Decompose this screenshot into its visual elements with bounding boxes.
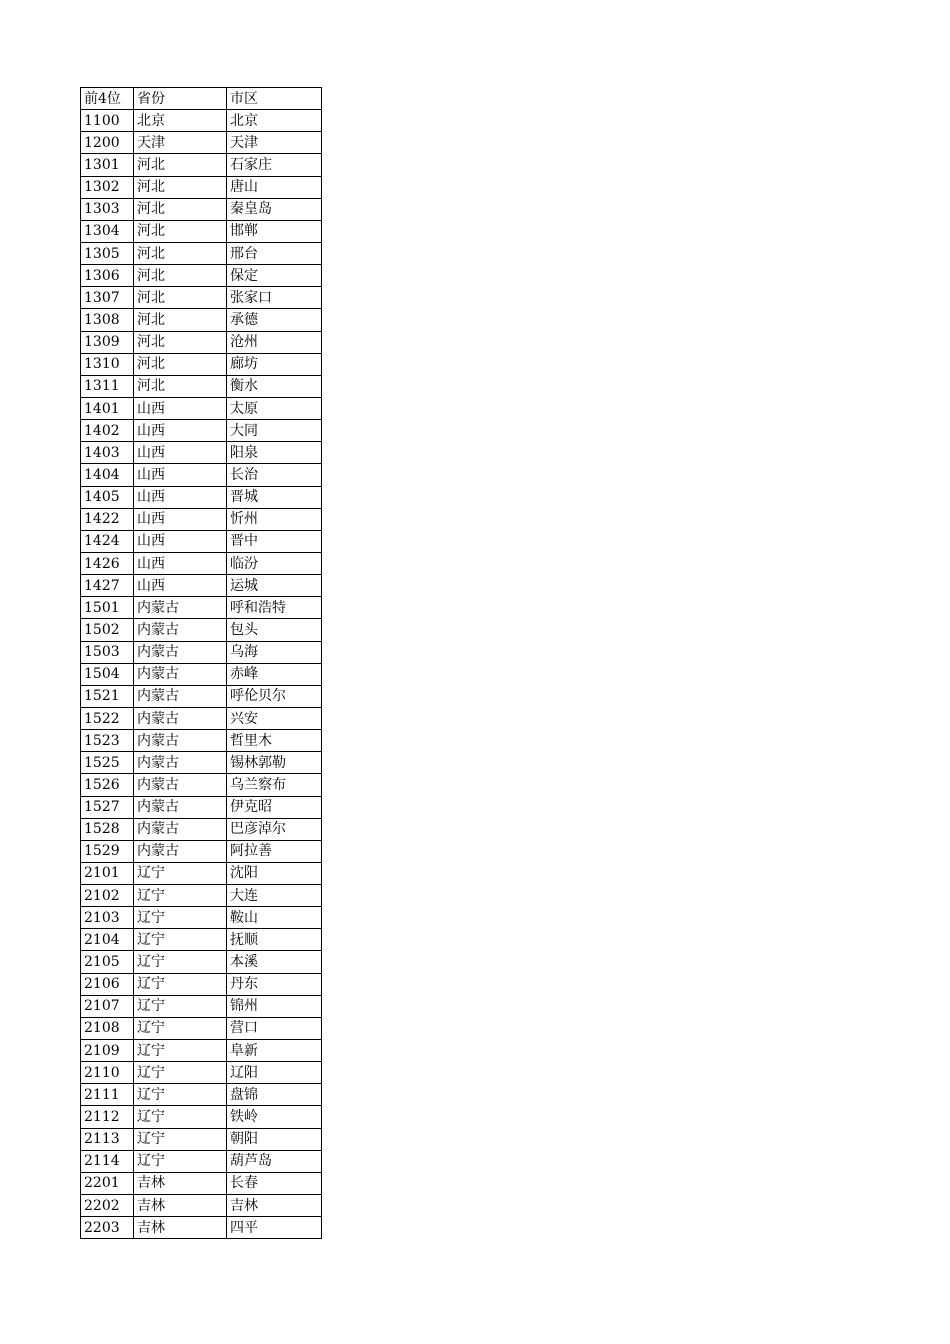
table-row (81, 1150, 322, 1172)
cell-prefix: 1304 (81, 220, 134, 242)
cell-province: 内蒙古 (134, 641, 227, 663)
cell-province: 内蒙古 (134, 840, 227, 862)
cell-province: 河北 (134, 154, 227, 176)
table-body (81, 88, 322, 1239)
table-row (81, 309, 322, 331)
table-row (81, 575, 322, 597)
cell-prefix: 1404 (81, 464, 134, 486)
cell-province: 辽宁 (134, 1106, 227, 1128)
cell-city: 呼和浩特 (227, 597, 322, 619)
table-row (81, 110, 322, 132)
cell-province: 山西 (134, 464, 227, 486)
cell-city: 邢台 (227, 242, 322, 264)
cell-city: 长治 (227, 464, 322, 486)
cell-city: 哲里木 (227, 730, 322, 752)
cell-province: 河北 (134, 220, 227, 242)
cell-city: 四平 (227, 1217, 322, 1239)
table-row (81, 220, 322, 242)
table-row (81, 929, 322, 951)
cell-city: 衡水 (227, 375, 322, 397)
table-row (81, 730, 322, 752)
table-row (81, 287, 322, 309)
table-row (81, 397, 322, 419)
cell-city: 丹东 (227, 973, 322, 995)
cell-province: 内蒙古 (134, 707, 227, 729)
header-row (81, 88, 322, 110)
cell-prefix: 2113 (81, 1128, 134, 1150)
table-row (81, 154, 322, 176)
cell-province: 吉林 (134, 1195, 227, 1217)
cell-prefix: 1307 (81, 287, 134, 309)
cell-prefix: 1521 (81, 685, 134, 707)
table-row (81, 1084, 322, 1106)
cell-prefix: 1310 (81, 353, 134, 375)
table-row (81, 840, 322, 862)
cell-province: 辽宁 (134, 951, 227, 973)
cell-prefix: 1424 (81, 530, 134, 552)
cell-city: 沧州 (227, 331, 322, 353)
cell-province: 河北 (134, 198, 227, 220)
cell-prefix: 2203 (81, 1217, 134, 1239)
cell-province: 河北 (134, 176, 227, 198)
table-row (81, 707, 322, 729)
cell-province: 辽宁 (134, 1150, 227, 1172)
cell-city: 乌兰察布 (227, 774, 322, 796)
header-city: 市区 (227, 88, 322, 110)
table-row (81, 641, 322, 663)
cell-province: 辽宁 (134, 1128, 227, 1150)
table-row (81, 685, 322, 707)
cell-city: 沈阳 (227, 862, 322, 884)
cell-province: 辽宁 (134, 907, 227, 929)
cell-province: 北京 (134, 110, 227, 132)
cell-prefix: 1100 (81, 110, 134, 132)
cell-prefix: 2101 (81, 862, 134, 884)
cell-province: 河北 (134, 309, 227, 331)
table-row (81, 818, 322, 840)
table-row (81, 862, 322, 884)
cell-prefix: 1527 (81, 796, 134, 818)
cell-prefix: 1200 (81, 132, 134, 154)
cell-province: 河北 (134, 287, 227, 309)
table-row (81, 331, 322, 353)
cell-city: 唐山 (227, 176, 322, 198)
cell-city: 阜新 (227, 1040, 322, 1062)
cell-prefix: 1427 (81, 575, 134, 597)
cell-province: 辽宁 (134, 885, 227, 907)
cell-city: 大连 (227, 885, 322, 907)
cell-prefix: 2105 (81, 951, 134, 973)
cell-city: 巴彦淖尔 (227, 818, 322, 840)
cell-city: 阳泉 (227, 442, 322, 464)
cell-city: 伊克昭 (227, 796, 322, 818)
table-row (81, 552, 322, 574)
cell-province: 内蒙古 (134, 752, 227, 774)
cell-city: 锡林郭勒 (227, 752, 322, 774)
cell-prefix: 2107 (81, 995, 134, 1017)
cell-province: 内蒙古 (134, 796, 227, 818)
table-row (81, 420, 322, 442)
cell-province: 辽宁 (134, 929, 227, 951)
cell-province: 吉林 (134, 1172, 227, 1194)
table-row (81, 486, 322, 508)
cell-province: 内蒙古 (134, 663, 227, 685)
cell-city: 秦皇岛 (227, 198, 322, 220)
cell-city: 锦州 (227, 995, 322, 1017)
table-row (81, 752, 322, 774)
cell-prefix: 1301 (81, 154, 134, 176)
cell-prefix: 1308 (81, 309, 134, 331)
table-row (81, 1040, 322, 1062)
table-row (81, 176, 322, 198)
cell-city: 鞍山 (227, 907, 322, 929)
cell-city: 辽阳 (227, 1062, 322, 1084)
cell-city: 吉林 (227, 1195, 322, 1217)
cell-prefix: 1525 (81, 752, 134, 774)
cell-province: 辽宁 (134, 973, 227, 995)
cell-prefix: 1309 (81, 331, 134, 353)
cell-prefix: 1526 (81, 774, 134, 796)
cell-prefix: 1302 (81, 176, 134, 198)
cell-prefix: 2112 (81, 1106, 134, 1128)
cell-province: 内蒙古 (134, 619, 227, 641)
cell-prefix: 1311 (81, 375, 134, 397)
cell-city: 葫芦岛 (227, 1150, 322, 1172)
cell-city: 乌海 (227, 641, 322, 663)
cell-city: 天津 (227, 132, 322, 154)
cell-prefix: 2104 (81, 929, 134, 951)
header-province: 省份 (134, 88, 227, 110)
cell-prefix: 2110 (81, 1062, 134, 1084)
cell-province: 山西 (134, 552, 227, 574)
cell-prefix: 1502 (81, 619, 134, 641)
table-row (81, 907, 322, 929)
cell-prefix: 1503 (81, 641, 134, 663)
cell-city: 临汾 (227, 552, 322, 574)
table-row (81, 442, 322, 464)
cell-province: 山西 (134, 530, 227, 552)
table-row (81, 885, 322, 907)
cell-city: 本溪 (227, 951, 322, 973)
table-row (81, 1017, 322, 1039)
cell-city: 石家庄 (227, 154, 322, 176)
cell-province: 内蒙古 (134, 685, 227, 707)
cell-city: 盘锦 (227, 1084, 322, 1106)
cell-city: 包头 (227, 619, 322, 641)
cell-province: 辽宁 (134, 1062, 227, 1084)
cell-prefix: 1405 (81, 486, 134, 508)
cell-province: 山西 (134, 397, 227, 419)
cell-city: 朝阳 (227, 1128, 322, 1150)
cell-city: 保定 (227, 265, 322, 287)
cell-province: 吉林 (134, 1217, 227, 1239)
region-code-table (80, 87, 322, 1239)
table-row (81, 242, 322, 264)
table-row (81, 619, 322, 641)
cell-prefix: 1401 (81, 397, 134, 419)
cell-province: 河北 (134, 353, 227, 375)
cell-province: 河北 (134, 375, 227, 397)
cell-prefix: 1303 (81, 198, 134, 220)
cell-city: 北京 (227, 110, 322, 132)
cell-province: 天津 (134, 132, 227, 154)
cell-prefix: 2202 (81, 1195, 134, 1217)
cell-city: 长春 (227, 1172, 322, 1194)
cell-province: 内蒙古 (134, 774, 227, 796)
table-row (81, 508, 322, 530)
cell-prefix: 1403 (81, 442, 134, 464)
cell-prefix: 1306 (81, 265, 134, 287)
cell-city: 运城 (227, 575, 322, 597)
cell-province: 辽宁 (134, 995, 227, 1017)
cell-province: 辽宁 (134, 862, 227, 884)
cell-city: 抚顺 (227, 929, 322, 951)
table-row (81, 464, 322, 486)
table-row (81, 995, 322, 1017)
table-row (81, 1128, 322, 1150)
cell-province: 河北 (134, 242, 227, 264)
cell-province: 河北 (134, 265, 227, 287)
cell-prefix: 1504 (81, 663, 134, 685)
cell-city: 廊坊 (227, 353, 322, 375)
cell-province: 山西 (134, 486, 227, 508)
cell-prefix: 1522 (81, 707, 134, 729)
cell-city: 晋中 (227, 530, 322, 552)
table-row (81, 530, 322, 552)
cell-province: 山西 (134, 420, 227, 442)
table-row (81, 198, 322, 220)
cell-province: 内蒙古 (134, 730, 227, 752)
table-row (81, 597, 322, 619)
cell-prefix: 2108 (81, 1017, 134, 1039)
cell-city: 忻州 (227, 508, 322, 530)
table-row (81, 375, 322, 397)
cell-prefix: 2103 (81, 907, 134, 929)
cell-city: 晋城 (227, 486, 322, 508)
cell-prefix: 1426 (81, 552, 134, 574)
table-row (81, 973, 322, 995)
cell-city: 大同 (227, 420, 322, 442)
cell-prefix: 1305 (81, 242, 134, 264)
cell-province: 山西 (134, 442, 227, 464)
cell-city: 太原 (227, 397, 322, 419)
cell-province: 辽宁 (134, 1017, 227, 1039)
cell-city: 兴安 (227, 707, 322, 729)
cell-province: 辽宁 (134, 1040, 227, 1062)
cell-prefix: 1523 (81, 730, 134, 752)
table-row (81, 1106, 322, 1128)
cell-city: 承德 (227, 309, 322, 331)
cell-city: 张家口 (227, 287, 322, 309)
cell-province: 河北 (134, 331, 227, 353)
cell-prefix: 2114 (81, 1150, 134, 1172)
cell-prefix: 2106 (81, 973, 134, 995)
table-row (81, 1172, 322, 1194)
cell-city: 阿拉善 (227, 840, 322, 862)
table-row (81, 1062, 322, 1084)
table-row (81, 1217, 322, 1239)
cell-prefix: 1528 (81, 818, 134, 840)
cell-prefix: 2111 (81, 1084, 134, 1106)
cell-city: 铁岭 (227, 1106, 322, 1128)
cell-city: 邯郸 (227, 220, 322, 242)
cell-prefix: 1422 (81, 508, 134, 530)
cell-prefix: 1529 (81, 840, 134, 862)
table-row (81, 265, 322, 287)
table-row (81, 663, 322, 685)
table-row (81, 353, 322, 375)
cell-city: 呼伦贝尔 (227, 685, 322, 707)
cell-city: 营口 (227, 1017, 322, 1039)
header-prefix: 前4位 (81, 88, 134, 110)
cell-city: 赤峰 (227, 663, 322, 685)
cell-prefix: 1501 (81, 597, 134, 619)
cell-province: 内蒙古 (134, 818, 227, 840)
cell-province: 山西 (134, 575, 227, 597)
cell-province: 辽宁 (134, 1084, 227, 1106)
table-row (81, 1195, 322, 1217)
table-row (81, 774, 322, 796)
table-row (81, 951, 322, 973)
cell-prefix: 2109 (81, 1040, 134, 1062)
table-row (81, 132, 322, 154)
cell-prefix: 1402 (81, 420, 134, 442)
cell-province: 内蒙古 (134, 597, 227, 619)
table-row (81, 796, 322, 818)
cell-province: 山西 (134, 508, 227, 530)
cell-prefix: 2201 (81, 1172, 134, 1194)
cell-prefix: 2102 (81, 885, 134, 907)
